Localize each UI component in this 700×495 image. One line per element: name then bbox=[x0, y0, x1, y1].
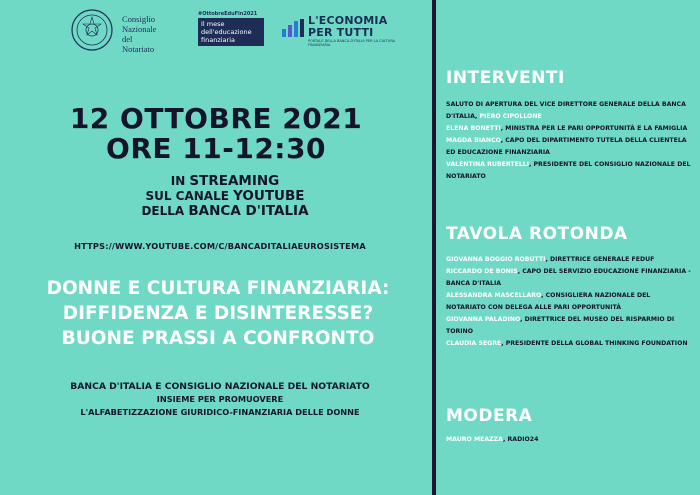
event-date bbox=[56, 104, 376, 164]
speaker-name: ELENA BONETTI bbox=[446, 125, 501, 132]
moderator-entry bbox=[446, 434, 691, 446]
organizers: BANCA D'ITALIA E CONSIGLIO NAZIONALE DEL NOTARIATO bbox=[70, 381, 370, 392]
mese-label: Il mese dell'educazione finanziaria bbox=[198, 18, 264, 46]
panelist-entry bbox=[446, 266, 691, 290]
economia-per-tutti-logo bbox=[282, 13, 402, 49]
panelist-name: GIOVANNA BOGGIO ROBUTTI bbox=[446, 256, 546, 263]
economia-title-line: PER TUTTI bbox=[308, 26, 374, 39]
headline-line: DIFFIDENZA E DISINTERESSE? bbox=[62, 303, 374, 324]
moderator-info bbox=[446, 434, 691, 446]
notariato-wordmark bbox=[122, 14, 182, 54]
speaker-name: MAGDA BIANCO bbox=[446, 137, 501, 144]
purpose-line: L'ALFABETIZZAZIONE GIURIDICO-FINANZIARIA DELLE DONNE bbox=[80, 407, 360, 417]
stream-text: SUL CANALE bbox=[145, 189, 234, 203]
purpose-line: INSIEME PER PROMUOVERE bbox=[156, 394, 284, 404]
speaker-entry bbox=[446, 99, 691, 123]
stream-text-bold: BANCA D'ITALIA bbox=[188, 203, 309, 219]
panelist-name: RICCARDO DE BONIS bbox=[446, 268, 518, 275]
notariato-line: Nazionale bbox=[122, 24, 157, 34]
economia-title-line: L'ECONOMIA bbox=[308, 14, 388, 27]
speaker-role: , MINISTRA PER LE PARI OPPORTUNITÀ E LA FAMIGLIA bbox=[500, 125, 688, 132]
notariato-seal-logo bbox=[70, 8, 114, 52]
mese-hashtag: #OttobreEduFin2021 bbox=[198, 11, 258, 17]
panelist-role: , CAPO DEL SERVIZIO EDUCAZIONE FINANZIARIA - BANCA D'ITALIA bbox=[446, 268, 691, 287]
moderator-name: MAURO MEAZZA bbox=[446, 436, 504, 443]
interventi-list bbox=[446, 99, 691, 183]
bar-chart-icon bbox=[282, 19, 304, 37]
speaker-role: SALUTO DI APERTURA DEL VICE DIRETTORE GENERALE DELLA BANCA D'ITALIA, bbox=[446, 101, 686, 120]
speaker-entry bbox=[446, 123, 691, 135]
stream-text-bold: YOUTUBE bbox=[233, 188, 305, 204]
organizers-purpose bbox=[20, 393, 420, 419]
stream-line bbox=[90, 204, 360, 219]
speaker-name: PIERO CIPOLLONE bbox=[479, 113, 542, 120]
logo-bar bbox=[70, 8, 400, 52]
stream-text: DELLA bbox=[141, 204, 189, 218]
moderator-role: , RADIO24 bbox=[503, 436, 539, 443]
stream-text: IN bbox=[170, 174, 190, 188]
notariato-line: Consiglio bbox=[122, 14, 156, 24]
panelist-name: ALESSANDRA MASCELLARO bbox=[446, 292, 542, 299]
notariato-line: Notariato bbox=[122, 44, 155, 54]
date-line: 12 OTTOBRE 2021 bbox=[69, 102, 363, 135]
panelist-role: , CONSIGLIERA NAZIONALE DEL NOTARIATO CON DELEGA ALLE PARI OPPORTUNITÀ bbox=[446, 292, 651, 311]
vertical-divider bbox=[432, 0, 436, 495]
speaker-name: VALENTINA RUBERTELLI bbox=[446, 161, 530, 168]
panelist-name: GIOVANNA PALADINO bbox=[446, 316, 521, 323]
speaker-role: , CAPO DEL DIPARTIMENTO TUTELA DELLA CLIENTELA ED EDUCAZIONE FINANZIARIA bbox=[446, 137, 687, 156]
modera-title: MODERA bbox=[446, 406, 533, 426]
panelist-role: , DIRETTRICE DEL MUSEO DEL RISPARMIO DI TORINO bbox=[446, 316, 675, 335]
panelist-name: CLAUDIA SEGRE bbox=[446, 340, 502, 347]
panelist-role: , DIRETTRICE GENERALE FEDUF bbox=[545, 256, 655, 263]
youtube-link[interactable]: HTTPS://WWW.YOUTUBE.COM/C/BANCADITALIAEUROSISTEMA bbox=[74, 241, 366, 251]
headline-line: DONNE E CULTURA FINANZIARIA: bbox=[46, 278, 390, 299]
time-line: ORE 11-12:30 bbox=[106, 132, 326, 165]
stream-text-bold: STREAMING bbox=[189, 173, 280, 189]
headline-line: BUONE PRASSI A CONFRONTO bbox=[61, 328, 375, 349]
mese-educazione-logo bbox=[198, 11, 264, 46]
speaker-entry bbox=[446, 159, 691, 183]
streaming-info bbox=[90, 174, 360, 219]
notariato-line: del bbox=[122, 34, 133, 44]
stream-line bbox=[90, 174, 360, 189]
event-headline bbox=[8, 276, 428, 351]
panelist-entry bbox=[446, 314, 691, 338]
panelist-entry bbox=[446, 290, 691, 314]
interventi-title: INTERVENTI bbox=[446, 68, 565, 88]
panelist-role: , PRESIDENTE DELLA GLOBAL THINKING FOUNDATION bbox=[501, 340, 688, 347]
panelist-entry bbox=[446, 338, 691, 350]
economia-subtitle: PORTALE DELLA BANCA D'ITALIA PER LA CULTURA FINANZIARIA bbox=[308, 39, 396, 47]
speaker-entry bbox=[446, 135, 691, 159]
stream-line bbox=[90, 189, 360, 204]
tavola-rotonda-title: TAVOLA ROTONDA bbox=[446, 224, 628, 244]
economia-title bbox=[308, 15, 387, 39]
speaker-role: , PRESIDENTE DEL CONSIGLIO NAZIONALE DEL NOTARIATO bbox=[446, 161, 691, 180]
panelist-entry bbox=[446, 254, 691, 266]
tavola-rotonda-list bbox=[446, 254, 691, 350]
